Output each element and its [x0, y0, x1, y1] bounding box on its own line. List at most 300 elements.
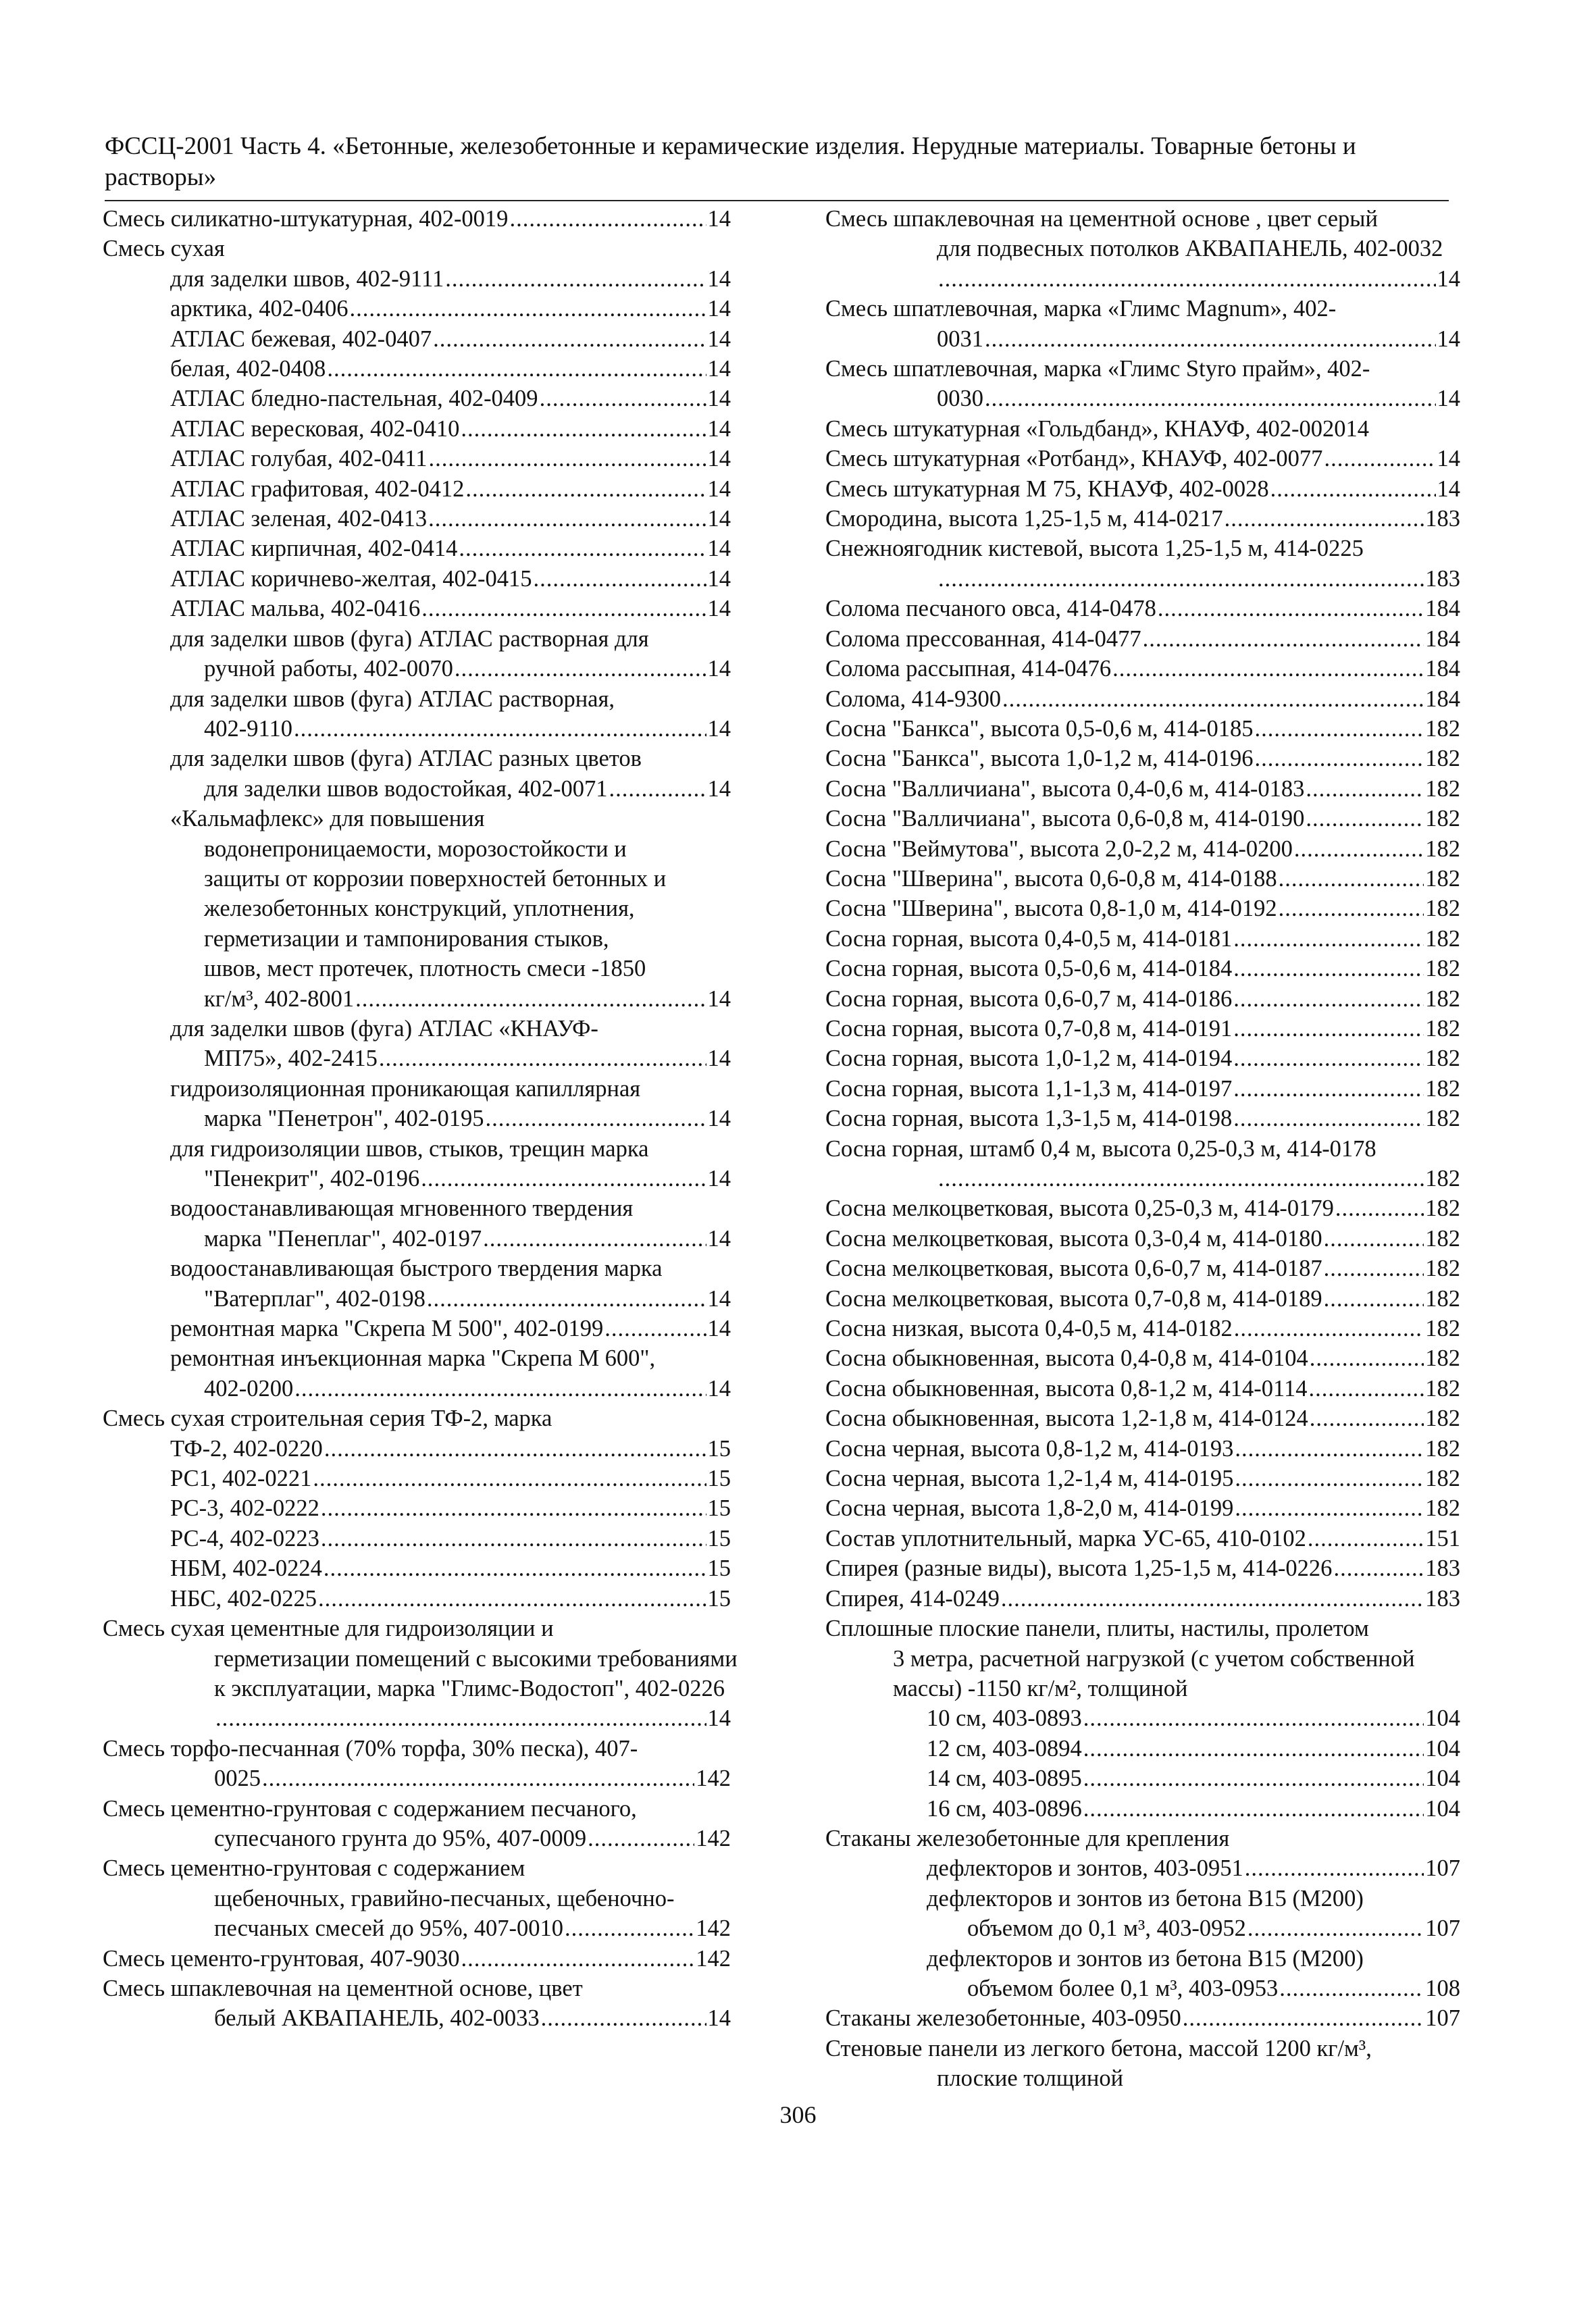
dot-leader [1233, 1044, 1424, 1073]
entry-text: АТЛАС кирпичная, 402-0414 [170, 536, 458, 562]
dot-leader [1310, 1343, 1424, 1373]
index-entry [103, 1164, 731, 1193]
index-entry [825, 264, 1460, 294]
index-entry [825, 1913, 1460, 1943]
index-entry: водоостанавливающая быстрого твердения марка [170, 1256, 663, 1282]
entry-page-number: 142 [696, 1916, 731, 1942]
dot-leader [324, 1434, 706, 1464]
index-entry [825, 1404, 1460, 1433]
entry-page-number: 14 [707, 1106, 731, 1132]
index-entry [103, 1824, 731, 1853]
index-entry [103, 1464, 731, 1493]
dot-leader [1112, 654, 1424, 684]
entry-page-number: 14 [707, 296, 731, 322]
dot-leader [1235, 1493, 1424, 1523]
dot-leader [1279, 894, 1424, 923]
entry-page-number: 182 [1425, 1495, 1460, 1522]
index-entry [825, 384, 1460, 413]
entry-text: объемом до 0,1 м³, 403-0952 [967, 1916, 1246, 1942]
dot-leader [1270, 474, 1436, 504]
dot-leader [1183, 2003, 1424, 2033]
index-entry [825, 1794, 1460, 1824]
entry-page-number: 182 [1425, 865, 1460, 892]
entry-page-number: 108 [1425, 1975, 1460, 2001]
index-entry [825, 1044, 1460, 1073]
index-entry: Смесь сухая [103, 236, 225, 262]
index-entry [825, 594, 1460, 623]
entry-page-number: 15 [707, 1525, 731, 1551]
index-entry: Сосна горная, штамб 0,4 м, высота 0,25-0,3 м, 414-0178 [825, 1135, 1376, 1162]
dot-leader [1225, 504, 1424, 534]
dot-leader [349, 294, 706, 324]
entry-text: Сосна "Шверина", высота 0,8-1,0 м, 414-0192 [825, 896, 1277, 922]
index-entry [825, 834, 1460, 864]
dot-leader [985, 324, 1436, 354]
entry-text: Сосна горная, высота 0,4-0,5 м, 414-0181 [825, 925, 1233, 952]
entry-text: "Ватерплаг", 402-0198 [204, 1285, 426, 1312]
entry-text: АТЛАС графитовая, 402-0412 [170, 475, 465, 502]
dot-leader [483, 1224, 706, 1254]
entry-text: ручной работы, 402-0070 [204, 656, 453, 682]
entry-page-number: 14 [707, 475, 731, 502]
entry-text: Сосна черная, высота 1,8-2,0 м, 414-0199 [825, 1495, 1234, 1522]
dot-leader [938, 264, 1436, 294]
entry-page-number: 14 [707, 565, 731, 592]
dot-leader [294, 1374, 706, 1404]
dot-leader [1324, 1284, 1424, 1314]
entry-page-number: 14 [707, 596, 731, 622]
entry-text: для заделки швов, 402-9111 [170, 265, 444, 292]
entry-text: МП75», 402-2415 [204, 1046, 378, 1072]
entry-text: РС1, 402-0221 [170, 1466, 312, 1492]
index-entry: железобетонных конструкций, уплотнения, [204, 896, 635, 922]
dot-leader [465, 474, 706, 504]
entry-page-number: 14 [707, 1166, 731, 1191]
entry-page-number: 142 [696, 1945, 731, 1972]
entry-text: АТЛАС бледно-пастельная, 402-0409 [170, 386, 538, 412]
entry-text: 402-9110 [204, 715, 292, 742]
index-entry [103, 594, 731, 623]
entry-text: Спирея, 414-0249 [825, 1585, 1000, 1612]
dot-leader [509, 204, 706, 234]
index-entry [103, 714, 731, 744]
dot-leader [1083, 1764, 1424, 1793]
index-entry [825, 624, 1460, 654]
entry-page-number: 182 [1425, 1435, 1460, 1462]
dot-leader [1233, 1014, 1424, 1044]
index-entry [825, 774, 1460, 804]
entry-page-number: 14 [707, 265, 731, 292]
index-entry [103, 1374, 731, 1404]
index-entry: для гидроизоляции швов, стыков, трещин марка [170, 1135, 649, 1162]
dot-leader [294, 714, 706, 744]
entry-text: белая, 402-0408 [170, 356, 326, 382]
index-entry [825, 1284, 1460, 1314]
entry-page-number: 104 [1425, 1795, 1460, 1822]
index-entry [825, 894, 1460, 923]
dot-leader [1324, 1254, 1424, 1283]
index-entry: для заделки швов (фуга) АТЛАС разных цветов [170, 746, 642, 772]
entry-page-number: 15 [707, 1466, 731, 1492]
index-entry [825, 504, 1460, 534]
entry-page-number: 183 [1425, 565, 1460, 592]
index-entry: Смесь штукатурная «Гольдбанд», КНАУФ, 402-002014 [825, 415, 1369, 442]
entry-page-number: 182 [1425, 1285, 1460, 1312]
dot-leader [533, 564, 706, 594]
entry-text: 402-0200 [204, 1375, 294, 1402]
entry-page-number: 14 [707, 386, 731, 412]
dot-leader [485, 1104, 706, 1133]
running-header [105, 131, 1476, 193]
entry-text: Сосна мелкоцветковая, высота 0,3-0,4 м, 414-0180 [825, 1225, 1322, 1252]
index-entry [103, 654, 731, 684]
entry-page-number: 183 [1425, 506, 1460, 532]
index-entry [103, 1913, 731, 1943]
entry-page-number: 107 [1425, 1855, 1460, 1882]
index-entry [825, 324, 1460, 354]
entry-text: Сосна "Банкса", высота 1,0-1,2 м, 414-0196 [825, 746, 1254, 772]
entry-page-number: 182 [1425, 1316, 1460, 1342]
index-entry: герметизации помещений с высокими требованиями [214, 1645, 738, 1672]
dot-leader [1143, 624, 1424, 654]
page-number: 306 [779, 2101, 817, 2128]
entry-text: Смесь силикатно-штукатурная, 402-0019 [103, 206, 509, 232]
index-entry: Смесь шпаклевочная на цементной основе , цвет серый [825, 206, 1378, 232]
entry-text: АТЛАС вересковая, 402-0410 [170, 415, 460, 442]
entry-page-number: 104 [1425, 1766, 1460, 1792]
entry-page-number: 182 [1425, 1375, 1460, 1402]
dot-leader [985, 384, 1436, 413]
dot-leader [1002, 684, 1424, 714]
dot-leader [1001, 1584, 1424, 1614]
entry-page-number: 14 [1437, 386, 1460, 412]
entry-text: дефлекторов и зонтов, 403-0951 [927, 1855, 1243, 1882]
dot-leader [1306, 774, 1424, 804]
entry-text: Сосна низкая, высота 0,4-0,5 м, 414-0182 [825, 1316, 1233, 1342]
entry-page-number: 14 [707, 1046, 731, 1072]
entry-page-number: 182 [1425, 1225, 1460, 1252]
entry-text: Сосна горная, высота 1,3-1,5 м, 414-0198 [825, 1106, 1233, 1132]
dot-leader [1254, 714, 1424, 744]
index-entry [825, 1343, 1460, 1373]
entry-text: Сосна черная, высота 1,2-1,4 м, 414-0195 [825, 1466, 1234, 1492]
index-entry [103, 264, 731, 294]
entry-page-number: 14 [1437, 326, 1460, 352]
entry-page-number: 14 [707, 1316, 731, 1342]
dot-leader [1234, 1314, 1424, 1343]
dot-leader [1333, 1553, 1424, 1583]
index-entry [103, 414, 731, 444]
index-entry: Смесь шпаклевочная на цементной основе, цвет [103, 1975, 583, 2001]
index-entry [103, 1553, 731, 1583]
dot-leader [1233, 954, 1424, 983]
index-entry [103, 444, 731, 473]
entry-text: НБМ, 402-0224 [170, 1555, 322, 1582]
entry-text: арктика, 402-0406 [170, 296, 349, 322]
entry-text: Сосна горная, высота 0,5-0,6 м, 414-0184 [825, 956, 1233, 982]
index-entry [825, 1224, 1460, 1254]
entry-page-number: 14 [707, 985, 731, 1012]
entry-page-number: 14 [707, 656, 731, 682]
index-entry [825, 1104, 1460, 1133]
index-entry: 3 метра, расчетной нагрузкой (с учетом собственной [893, 1645, 1415, 1672]
dot-leader [1279, 1974, 1424, 2003]
entry-page-number: 182 [1425, 1406, 1460, 1432]
entry-page-number: 107 [1425, 2005, 1460, 2032]
dot-leader [1294, 834, 1424, 864]
index-entry [103, 2003, 731, 2033]
entry-text: Смородина, высота 1,25-1,5 м, 414-0217 [825, 506, 1223, 532]
entry-page-number: 182 [1425, 806, 1460, 832]
entry-page-number: 14 [1437, 446, 1460, 472]
dot-leader [313, 1464, 706, 1493]
entry-page-number: 182 [1425, 1046, 1460, 1072]
index-entry: Смесь сухая строительная серия ТФ-2, марка [103, 1406, 552, 1432]
index-entry [825, 1734, 1460, 1764]
index-entry [825, 804, 1460, 833]
index-entry: для подвесных потолков АКВАПАНЕЛЬ, 402-0032 [937, 236, 1443, 262]
dot-leader [1233, 1104, 1424, 1133]
entry-text: Сосна мелкоцветковая, высота 0,6-0,7 м, 414-0187 [825, 1256, 1322, 1282]
entry-page-number: 14 [707, 775, 731, 802]
entry-page-number: 182 [1425, 715, 1460, 742]
index-entry [103, 204, 731, 234]
dot-leader [215, 1703, 706, 1733]
dot-leader [1233, 924, 1424, 954]
index-entry: для заделки швов (фуга) АТЛАС растворная, [170, 686, 615, 712]
index-entry [825, 2003, 1460, 2033]
entry-page-number: 14 [1437, 475, 1460, 502]
entry-page-number: 182 [1425, 1015, 1460, 1042]
entry-text: 12 см, 403-0894 [927, 1735, 1082, 1762]
entry-page-number: 182 [1425, 1256, 1460, 1282]
index-column-right [825, 204, 1460, 2094]
entry-text: 0025 [214, 1766, 261, 1792]
index-entry [825, 474, 1460, 504]
header-line-2: растворы» [105, 163, 217, 191]
index-entry [825, 654, 1460, 684]
dot-leader [938, 564, 1424, 594]
index-entry: Смесь торфо-песчанная (70% торфа, 30% песка), 407- [103, 1735, 638, 1762]
entry-page-number: 15 [707, 1435, 731, 1462]
index-entry: Смесь шпатлевочная, марка «Глимс Styro прайм», 402- [825, 356, 1370, 382]
entry-text: Сосна обыкновенная, высота 0,8-1,2 м, 414-0114 [825, 1375, 1308, 1402]
entry-page-number: 14 [707, 1705, 731, 1732]
entry-page-number: 182 [1425, 985, 1460, 1012]
index-entry [825, 1314, 1460, 1343]
index-entry [825, 924, 1460, 954]
entry-page-number: 104 [1425, 1735, 1460, 1762]
index-entry [103, 1224, 731, 1254]
index-entry [825, 1014, 1460, 1044]
index-entry [103, 534, 731, 563]
dot-leader [588, 1824, 694, 1853]
entry-page-number: 184 [1425, 625, 1460, 652]
index-entry: дефлекторов и зонтов из бетона В15 (М200) [927, 1945, 1364, 1972]
entry-text: Смесь штукатурная «Ротбанд», КНАУФ, 402-0077 [825, 446, 1323, 472]
dot-leader [455, 654, 706, 684]
index-entry: «Кальмафлекс» для повышения [170, 806, 485, 832]
entry-page-number: 182 [1425, 1075, 1460, 1102]
index-entry [825, 1434, 1460, 1464]
index-entry [825, 1164, 1460, 1193]
index-entry [825, 1074, 1460, 1104]
index-entry [103, 1764, 731, 1793]
entry-text: АТЛАС коричнево-желтая, 402-0415 [170, 565, 532, 592]
entry-text: НБС, 402-0225 [170, 1585, 317, 1612]
index-entry: швов, мест протечек, плотность смеси -1850 [204, 956, 646, 982]
index-entry [825, 1464, 1460, 1493]
entry-text: Сосна "Валличиана", высота 0,4-0,6 м, 414-0183 [825, 775, 1305, 802]
dot-leader [1235, 1434, 1424, 1464]
entry-page-number: 183 [1425, 1555, 1460, 1582]
index-entry [825, 954, 1460, 983]
entry-page-number: 182 [1425, 896, 1460, 922]
entry-page-number: 184 [1425, 596, 1460, 622]
index-column-left [103, 204, 738, 2034]
dot-leader [1335, 1193, 1424, 1223]
index-entry [825, 984, 1460, 1014]
index-entry: защиты от коррозии поверхностей бетонных и [204, 865, 667, 892]
entry-text: Сосна "Валличиана", высота 0,6-0,8 м, 414-0190 [825, 806, 1305, 832]
entry-page-number: 151 [1425, 1525, 1460, 1551]
index-entry [103, 1284, 731, 1314]
index-entry: ремонтная инъекционная марка "Скрепа М 600", [170, 1345, 656, 1372]
entry-text: Сосна горная, высота 0,7-0,8 м, 414-0191 [825, 1015, 1233, 1042]
entry-text: АТЛАС бежевая, 402-0407 [170, 326, 432, 352]
entry-page-number: 142 [696, 1825, 731, 1851]
entry-text: Спирея (разные виды), высота 1,25-1,5 м, 414-0226 [825, 1555, 1333, 1582]
header-line-1: ФССЦ-2001 Часть 4. «Бетонные, железобетонные и керамические изделия. Нерудные материалы. Товарные бетоны и [105, 132, 1356, 160]
entry-text: объемом более 0,1 м³, 403-0953 [967, 1975, 1279, 2001]
entry-text: Смесь цементо-грунтовая, 407-9030 [103, 1945, 460, 1972]
dot-leader [1233, 1074, 1424, 1104]
entry-text: Состав уплотнительный, марка УС-65, 410-0102 [825, 1525, 1306, 1551]
dot-leader [1245, 1853, 1424, 1883]
entry-page-number: 14 [707, 1285, 731, 1312]
entry-page-number: 14 [707, 2005, 731, 2032]
dot-leader [421, 1164, 706, 1193]
dot-leader [321, 1524, 706, 1553]
entry-text: Сосна горная, высота 1,1-1,3 м, 414-0197 [825, 1075, 1233, 1102]
entry-page-number: 14 [707, 326, 731, 352]
entry-text: супесчаного грунта до 95%, 407-0009 [214, 1825, 587, 1851]
entry-page-number: 14 [707, 506, 731, 532]
entry-text: Сосна "Банкса", высота 0,5-0,6 м, 414-0185 [825, 715, 1254, 742]
entry-page-number: 14 [1437, 265, 1460, 292]
index-entry [103, 564, 731, 594]
entry-page-number: 14 [707, 446, 731, 472]
index-entry [825, 1703, 1460, 1733]
index-entry: Смесь цементно-грунтовая с содержанием песчаного, [103, 1795, 637, 1822]
dot-leader [1233, 984, 1424, 1014]
dot-leader [427, 1284, 706, 1314]
index-entry: Смесь цементно-грунтовая с содержанием [103, 1855, 525, 1882]
dot-leader [421, 594, 706, 623]
index-entry [825, 864, 1460, 894]
index-entry [103, 1703, 731, 1733]
entry-text: 16 см, 403-0896 [927, 1795, 1082, 1822]
index-entry [103, 1044, 731, 1073]
entry-text: кг/м³, 402-8001 [204, 985, 355, 1012]
dot-leader [1308, 1524, 1424, 1553]
index-entry [825, 684, 1460, 714]
dot-leader [318, 1584, 706, 1614]
entry-text: Сосна черная, высота 0,8-1,2 м, 414-0193 [825, 1435, 1234, 1462]
entry-page-number: 14 [707, 356, 731, 382]
index-entry [825, 564, 1460, 594]
dot-leader [1306, 804, 1424, 833]
index-entry: герметизации и тампонирования стыков, [204, 925, 609, 952]
entry-text: РС-3, 402-0222 [170, 1495, 319, 1522]
entry-page-number: 104 [1425, 1705, 1460, 1732]
dot-leader [1308, 1374, 1424, 1404]
dot-leader [1235, 1464, 1424, 1493]
dot-leader [428, 504, 706, 534]
entry-page-number: 182 [1425, 1466, 1460, 1492]
dot-leader [461, 414, 706, 444]
dot-leader [565, 1913, 694, 1943]
index-entry [825, 1584, 1460, 1614]
index-entry [103, 1434, 731, 1464]
dot-leader [379, 1044, 706, 1073]
dot-leader [461, 1944, 694, 1974]
entry-page-number: 184 [1425, 656, 1460, 682]
dot-leader [938, 1164, 1424, 1193]
entry-text: РС-4, 402-0223 [170, 1525, 319, 1551]
entry-text: Солома песчаного овса, 414-0478 [825, 596, 1156, 622]
header-rule [105, 200, 1449, 201]
entry-page-number: 15 [707, 1495, 731, 1522]
index-entry [825, 1193, 1460, 1223]
index-entry: Снежноягодник кистевой, высота 1,25-1,5 м, 414-0225 [825, 536, 1364, 562]
index-entry [103, 474, 731, 504]
index-entry: для заделки швов (фуга) АТЛАС «КНАУФ- [170, 1015, 598, 1042]
index-entry [825, 1553, 1460, 1583]
index-entry: щебеночных, гравийно-песчаных, щебеночно- [214, 1885, 675, 1911]
index-entry: Стеновые панели из легкого бетона, массой 1200 кг/м³, [825, 2035, 1372, 2061]
entry-text: песчаных смесей до 95%, 407-0010 [214, 1916, 564, 1942]
index-entry: для заделки швов (фуга) АТЛАС растворная для [170, 625, 649, 652]
entry-page-number: 182 [1425, 746, 1460, 772]
entry-text: Сосна "Шверина", высота 0,6-0,8 м, 414-0188 [825, 865, 1277, 892]
index-entry: плоские толщиной [937, 2065, 1124, 2092]
entry-text: марка "Пенетрон", 402-0195 [204, 1106, 484, 1132]
index-entry: Смесь шпатлевочная, марка «Глимс Magnum», 402- [825, 296, 1337, 322]
dot-leader [1083, 1734, 1424, 1764]
index-entry [103, 324, 731, 354]
index-entry [825, 1974, 1460, 2003]
dot-leader [355, 984, 706, 1014]
index-entry [825, 1254, 1460, 1283]
index-entry [103, 1944, 731, 1974]
entry-page-number: 182 [1425, 956, 1460, 982]
index-entry [825, 1374, 1460, 1404]
entry-page-number: 15 [707, 1585, 731, 1612]
dot-leader [1083, 1703, 1424, 1733]
dot-leader [429, 444, 706, 473]
entry-text: Солома прессованная, 414-0477 [825, 625, 1141, 652]
entry-text: белый АКВАПАНЕЛЬ, 402-0033 [214, 2005, 540, 2032]
entry-text: АТЛАС голубая, 402-0411 [170, 446, 428, 472]
index-entry: водоостанавливающая мгновенного твердения [170, 1195, 634, 1222]
entry-page-number: 107 [1425, 1916, 1460, 1942]
index-entry [825, 444, 1460, 473]
dot-leader [1247, 1913, 1424, 1943]
entry-text: Сосна горная, высота 1,0-1,2 м, 414-0194 [825, 1046, 1233, 1072]
index-entry: к эксплуатации, марка "Глимс-Водостоп", 402-0226 [214, 1675, 725, 1701]
dot-leader [327, 354, 706, 384]
